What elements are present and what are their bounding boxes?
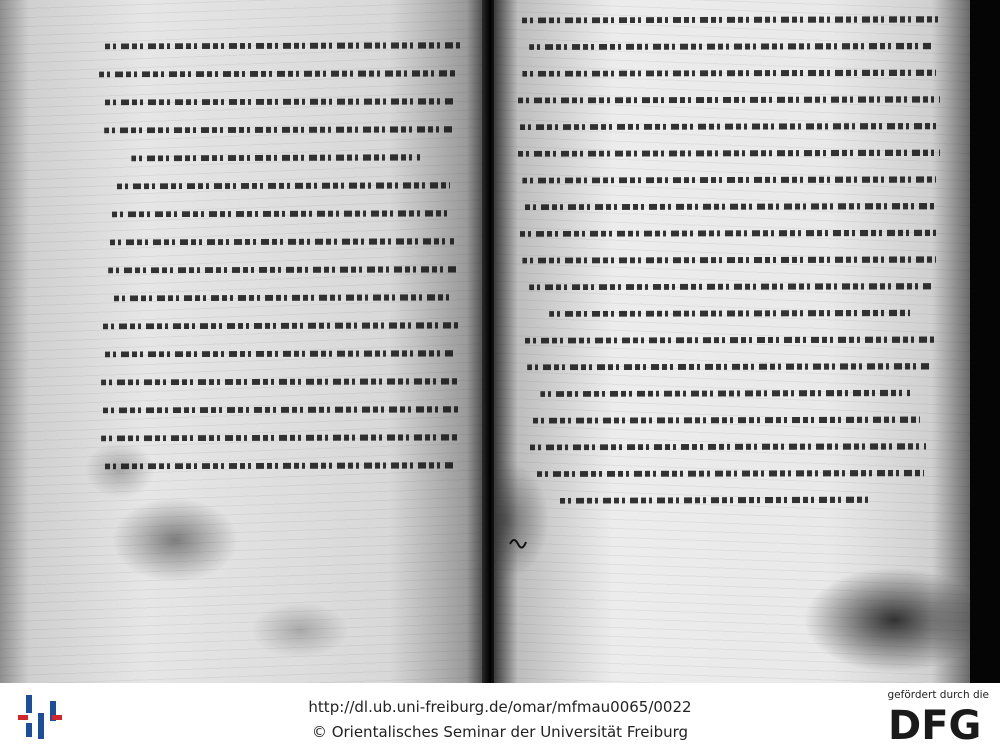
copyright-notice: © Orientalisches Seminar der Universität Freiburg [311, 723, 689, 741]
manuscript-line [522, 14, 940, 41]
dfg-logo-icon [886, 705, 990, 743]
manuscript-line [104, 124, 452, 152]
manuscript-line [560, 494, 868, 521]
manuscript-line [101, 432, 460, 460]
manuscript-line [105, 96, 457, 124]
manuscript-line [114, 292, 454, 320]
manuscript-right-page [494, 0, 970, 683]
manuscript-line [529, 41, 934, 68]
manuscript-line [518, 147, 940, 174]
manuscript-line [540, 388, 910, 415]
manuscript-line [522, 67, 936, 94]
manuscript-left-page [0, 0, 486, 683]
document-url[interactable]: http://dl.ub.uni-freiburg.de/omar/mfmau0065/0022 [308, 698, 692, 716]
manuscript-line [527, 361, 932, 388]
manuscript-line [522, 174, 936, 201]
manuscript-line [549, 308, 910, 335]
manuscript-line [101, 376, 460, 404]
manuscript-line [525, 201, 934, 228]
repository-footer [0, 683, 1000, 751]
manuscript-line [105, 348, 457, 376]
manuscript-line [533, 414, 920, 441]
funder-caption: gefördert durch die [887, 689, 989, 701]
manuscript-line [520, 121, 938, 148]
manuscript-line [530, 441, 926, 468]
manuscript-line [522, 254, 936, 281]
manuscript-line [520, 228, 938, 255]
manuscript-line [110, 236, 454, 264]
dfg-logo-text: DFG [888, 705, 982, 743]
manuscript-line [518, 94, 940, 121]
funder-block [880, 687, 995, 747]
manuscript-line [529, 281, 934, 308]
manuscript-line [105, 40, 460, 68]
manuscript-line [537, 468, 924, 495]
manuscript-line [131, 152, 420, 180]
manuscript-line [112, 208, 452, 236]
manuscript-line [108, 264, 456, 292]
manuscript-line [103, 320, 458, 348]
right-page-text-block [500, 14, 940, 521]
manuscript-line [103, 404, 458, 432]
manuscript-line [105, 460, 457, 488]
manuscript-line [525, 334, 934, 361]
catchword-mark [508, 534, 528, 550]
manuscript-line [117, 180, 450, 208]
left-page-text-block [90, 40, 460, 488]
manuscript-line [99, 68, 458, 96]
